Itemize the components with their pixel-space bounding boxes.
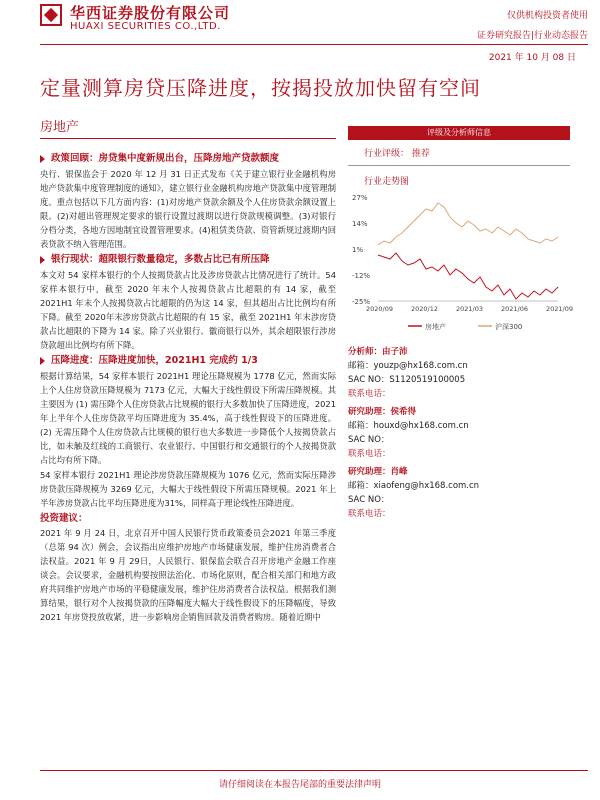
y-tick-label: -12% [352,272,371,280]
sidebar [348,126,574,339]
analyst-role: 分析师：由子沛 [348,347,408,357]
analyst-role: 研究助理：侯希得 [348,407,417,417]
paragraph: 54 家样本银行 2021H1 理论涉房贷款压降规模为 1076 亿元，然而实际压降涉房贷款压降规模为 3269 亿元，大幅大于线性假设下所需压降规模。2021 年上半年涉房贷款占比平均压降进度为31%，同样高于理论线性压降进度。 [40,470,336,508]
footer-disclaimer: 请仔细阅读在本报告尾部的重要法律声明 [218,780,381,790]
analyst-block [348,465,570,521]
chart-title: 行业走势图 [364,177,410,187]
paragraph: 本文对 54 家样本银行的个人按揭贷款占比及涉房贷款占比情况进行了统计。54 家样本银行中，截至 2020 年末个人按揭贷款占比超限的有 14 家，截至 2021H1 年末个人按揭贷款占比超限的仍为这 14 家，但其超出占比比例均有所下降。截至 2020年末涉房贷款占比超限的有 15 家，截至 2021H1 年末涉房贷款占比超限的下降为 14 家。除了兴业银行、徽商银行以外，其余超限银行涉房贷款超出比例均有所下降。 [40,270,336,350]
section-heading [40,151,336,166]
report-type: 证券研究报告|行业动态报告 [476,31,588,41]
paragraph: 根据计算结果，54 家样本银行 2021H1 理论压降规模为 1778 亿元，然而实际上个人住房贷款压降规模为 7173 亿元，大幅大于线性假设下所需压降规模。其主要因为 (1) 需压降个人住房贷款占比规模的银行大多数加快了压降进度，2021 年上半年个人住房贷款平均压降进度为 35.4%，高于线性假设下的压降进度。(2) 无需压降个人住房贷款占比规模的银行也大多数进一步降低个人按揭贷款占比，如未触及红线的工商银行、农业银行、中国银行和交通银行的个人按揭贷款占比均有所下降。 [40,371,336,465]
analyst-sac: SAC NO：S1120519100005 [348,375,466,385]
trend-chart-svg [348,189,574,339]
report-header [0,0,600,45]
sector-label: 房地产 [40,120,80,135]
series-line-1 [378,203,558,245]
paragraph: 2021 年 9 月 24 日，北京召开中国人民银行货币政策委员会2021 年第三季度（总第 94 次）例会，会议指出应维护房地产市场健康发展，维护住房消费者合法权益。2021 年 9 月 29日，人民银行、银保监会联合召开房地产金融工作座谈会。会议要求，金融机构要按照法治化、市场化原则，配合相关部门和地方政府共同维护房地产市场的平稳健康发展，维护住房消费者合法权益。根据我们测算结果，银行对个人按揭贷款的压降幅度大幅大于线性假设下的压降幅度，导致 2021 年房贷投放收紧，进一步影响房企销售回款及消费者购房。随着近期中 [40,528,336,622]
analyst-email: 邮箱：xiaofeng@hx168.com.cn [348,481,480,491]
x-tick-label: 2020/09 [366,305,394,313]
analyst-phone: 联系电话： [348,449,391,459]
section-heading-text: 压降进度：压降进度加快，2021H1 完成约 1/3 [51,355,258,366]
company-name-en: HUAXI SECURITIES CO.,LTD. [70,21,221,32]
x-tick-label: 2021/09 [546,305,574,313]
analyst-block [348,405,570,461]
main-body [40,150,336,625]
x-tick-label: 2021/06 [501,305,529,313]
analyst-email: 邮箱：houxd@hx168.com.cn [348,421,469,431]
industry-rating: 行业评级： 推荐 [348,140,570,166]
y-tick-label: 14% [352,220,368,228]
paragraph: 央行、银保监会于 2020 年 12 月 31 日正式发布《关于建立银行业金融机构房地产贷款集中度管理制度的通知》，建立银行业金融机构房地产贷款集中度管理制度。重点包括以下几方面内容：(1)对房地产贷款余额及个人住房贷款余额设置上限。(2)对超出管理规定要求的银行设置过渡期以进行贷款规模调整。(3)对银行分档分类，各地方因地制宜设置管理要求。(4)租赁类贷款、资管新规过渡期内回表贷款不纳入管理范围。 [40,169,336,249]
header-divider [40,44,588,45]
trend-chart [348,189,574,339]
triangle-bullet-icon [40,155,45,163]
triangle-bullet-icon [40,256,45,264]
section-heading [40,353,336,368]
audience-note: 仅供机构投资者使用 [506,11,588,21]
x-tick-label: 2020/12 [411,305,439,313]
legend-label: 沪深300 [495,323,523,331]
analyst-role: 研究助理：肖峰 [348,467,408,477]
analyst-email: 邮箱：youzp@hx168.com.cn [348,361,468,371]
footer-divider [40,770,588,771]
sidebar-header: 评级及分析师信息 [348,126,570,140]
report-title: 定量测算房贷压降进度，按揭投放加快留有空间 [40,76,481,100]
report-date: 2021 年 10 月 08 日 [488,53,576,63]
legend-label: 房地产 [425,323,446,331]
company-name-cn: 华西证券股份有限公司 [70,4,231,22]
section-heading-text: 银行现状：超限银行数量稳定，多数占比已有所压降 [51,254,270,265]
analyst-block [348,345,570,401]
y-tick-label: -25% [352,298,371,306]
y-tick-label: 27% [352,194,368,202]
triangle-bullet-icon [40,357,45,365]
analyst-phone: 联系电话： [348,389,391,399]
series-line-0 [378,253,558,299]
analyst-sac: SAC NO： [348,435,390,445]
y-tick-label: 1% [352,246,364,254]
analyst-phone: 联系电话： [348,509,391,519]
x-tick-label: 2021/03 [456,305,484,313]
invest-heading: 投资建议： [40,513,88,524]
analyst-sac: SAC NO： [348,495,390,505]
section-heading-text: 政策回顾：房贷集中度新规出台，压降房地产贷款额度 [51,153,280,164]
sector-divider [40,138,336,139]
section-heading [40,252,336,267]
company-logo-icon [40,4,62,26]
